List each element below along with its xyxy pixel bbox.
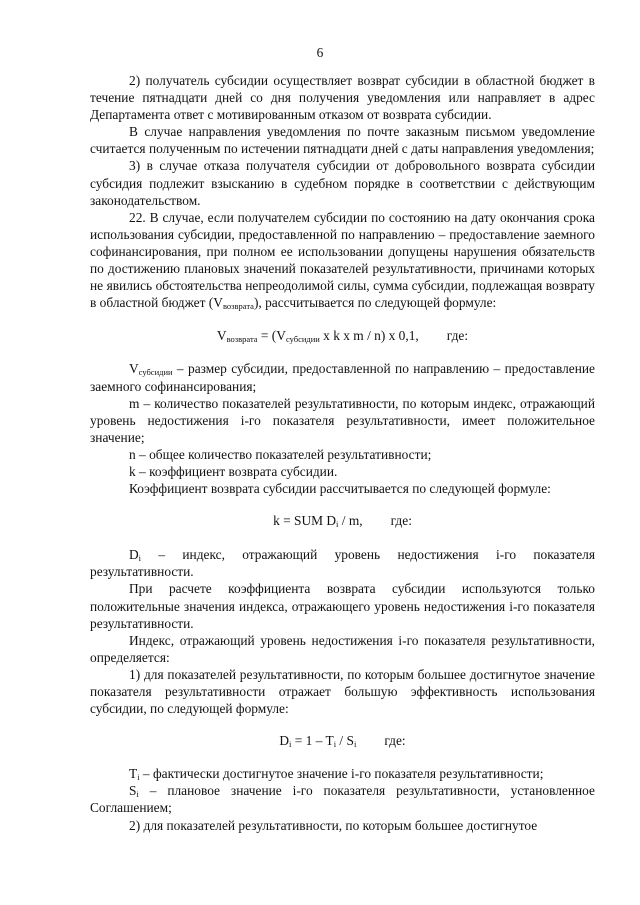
definition-si-letter: S [129, 783, 137, 799]
definition-di [90, 546, 595, 580]
paragraph-index: Индекс, отражающий уровень недостижения i-го показателя результативности, определяется: [90, 632, 595, 665]
definition-ti-letter: T [129, 766, 138, 782]
formula-di-rhs-sub: i [353, 739, 357, 750]
formula-v-where: где: [446, 328, 469, 344]
formula-di-mid: = 1 – T [291, 733, 334, 749]
definition-di-sub: i [138, 553, 142, 564]
formula-v-return [90, 327, 595, 344]
paragraph-court-recovery: 3) в случае отказа получателя субсидии от добровольного возврата субсидии субсидия подлежит взысканию в судебном порядке в соответствии с действующим законодательством. [90, 158, 595, 208]
definition-v-subsidy [90, 360, 595, 394]
paragraph-22-text: 22. В случае, если получателем субсидии по состоянию на дату окончания срока использования субсидии, предоставленной по направлению – предоставление заемного софинансирования, при полном ее использовании допущены нарушения обязательств по достижению плановых значений показателей результативности, причинами которых не явились обстоятельства непреодолимой силы, сумма субсидии, подлежащая возврату в областной бюджет (V [90, 209, 595, 311]
paragraph-22-sub: возврата [222, 301, 254, 312]
paragraph-case-1: 1) для показателей результативности, по которым большее достигнутое значение показателя результативности отражает большую эффективность использования субсидии, по следующей формуле: [90, 666, 595, 717]
paragraph-k-intro: Коэффициент возврата субсидии рассчитывается по следующей формуле: [129, 481, 551, 497]
definition-ti [90, 765, 595, 782]
definition-n: n – общее количество показателей результативности; [129, 446, 432, 462]
definition-v-text: – размер субсидии, предоставленной по направлению – предоставление заемного софинансирования; [90, 361, 595, 394]
definition-v-sub: субсидии [138, 367, 173, 378]
formula-k-rhs: / m, [338, 513, 363, 529]
paragraph-22-end: ), рассчитывается по следующей формуле: [253, 295, 497, 311]
formula-k-lhs-sub: i [336, 519, 339, 530]
paragraph-22 [90, 209, 595, 312]
formula-di-lhs: D [279, 733, 290, 749]
paragraph-case-2: 2) для показателей результативности, по которым большее достигнутое [129, 817, 538, 833]
formula-di-lhs-sub: i [289, 739, 292, 750]
definition-di-text: – индекс, отражающий уровень недостижения i-го показателя результативности. [90, 547, 595, 580]
formula-v-lhs: V [216, 328, 227, 344]
document-body [90, 72, 595, 834]
definition-di-letter: D [129, 547, 139, 563]
formula-di-rhs: / S [336, 733, 354, 749]
paragraph-calc: При расчете коэффициента возврата субсидии используются только положительные значения индекса, отражающего уровень недостижения i-го показателя результативности. [90, 581, 595, 631]
formula-k-where: где: [390, 513, 412, 529]
formula-v-mid: = (V [257, 328, 286, 344]
formula-di-mid-sub: i [333, 739, 337, 750]
definition-k: k – коэффициент возврата субсидии. [129, 463, 338, 479]
paragraph-return-deadline: 2) получатель субсидии осуществляет возврат субсидии в областной бюджет в течение пятнадцати дней со дня получения уведомления или направляет в адрес Департамента ответ с мотивированным отказом от возврата субсидии. [90, 73, 595, 123]
definition-v-letter: V [129, 361, 139, 377]
formula-v-rhs: x k x m / n) x 0,1, [319, 328, 419, 344]
definition-m: m – количество показателей результативности, по которым индекс, отражающий уровень недостижения i-го показателя результативности, имеет положительное значение; [90, 395, 595, 445]
formula-v-lhs-sub: возврата [226, 334, 258, 345]
definition-ti-text: – фактически достигнутое значение i-го показателя результативности; [139, 766, 544, 782]
formula-k [90, 512, 595, 529]
paragraph-notice-mail: В случае направления уведомления по почте заказным письмом уведомление считается полученным по истечении пятнадцати дней с даты направления уведомления; [90, 124, 595, 157]
page-number: 6 [316, 45, 324, 60]
formula-di [90, 732, 595, 749]
formula-di-where: где: [384, 733, 406, 749]
formula-v-mid-sub: субсидии [285, 334, 320, 345]
definition-si-text: – плановое значение i-го показателя результативности, установленное Соглашением; [90, 783, 595, 816]
definition-ti-sub: i [137, 772, 140, 783]
definition-si [90, 782, 595, 816]
formula-k-lhs: k = SUM D [273, 513, 337, 529]
definition-si-sub: i [136, 789, 139, 800]
